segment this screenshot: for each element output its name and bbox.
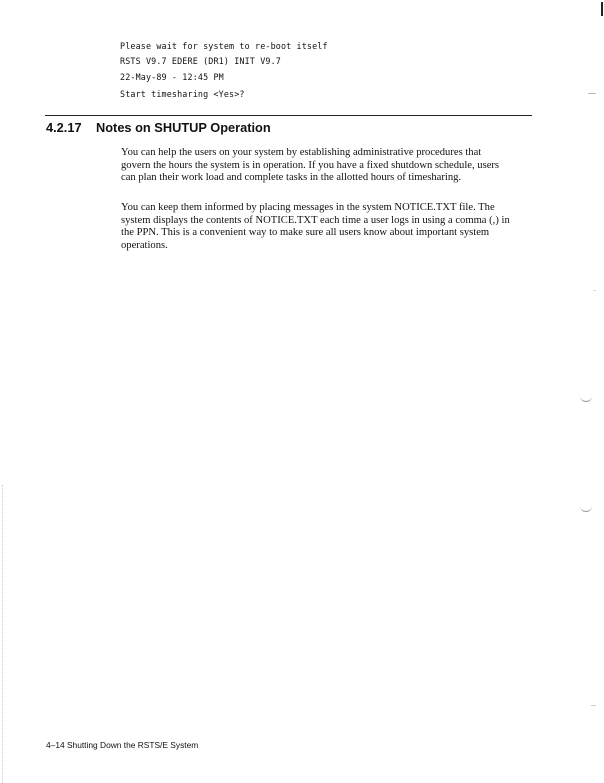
scan-artifact-tick xyxy=(588,93,596,94)
terminal-line-prompt: Start timesharing <Yes>? xyxy=(120,89,245,99)
section-divider xyxy=(45,115,532,116)
page-footer: 4–14 Shutting Down the RSTS/E System xyxy=(46,740,199,750)
scan-artifact-arc xyxy=(580,505,592,512)
body-paragraph-1: You can help the users on your system by establishing administrative procedures that govern the hours the system is in operation. If you have a fixed shutdown schedule, users can plan their work load and complete tasks in the allotted hours of timesharing. xyxy=(121,147,500,184)
terminal-line-version: RSTS V9.7 EDERE (DR1) INIT V9.7 xyxy=(120,56,281,66)
scan-artifact-mark xyxy=(601,2,603,16)
scan-artifact-tick xyxy=(593,290,596,291)
terminal-line-reboot: Please wait for system to re-boot itself xyxy=(120,41,328,51)
section-title: Notes on SHUTUP Operation xyxy=(96,120,271,135)
section-number: 4.2.17 xyxy=(46,120,82,135)
scan-artifact-edge xyxy=(2,485,3,783)
scan-artifact-arc xyxy=(580,395,592,402)
scan-artifact-tick xyxy=(591,705,596,706)
terminal-line-date: 22-May-89 - 12:45 PM xyxy=(120,72,224,82)
body-paragraph-2: You can keep them informed by placing messages in the system NOTICE.TXT file. The system displays the contents of NOTICE.TXT each time a user logs in using a comma (,) in the PPN. This is a convenient way to make sure all users know about important system operations. xyxy=(121,202,510,252)
